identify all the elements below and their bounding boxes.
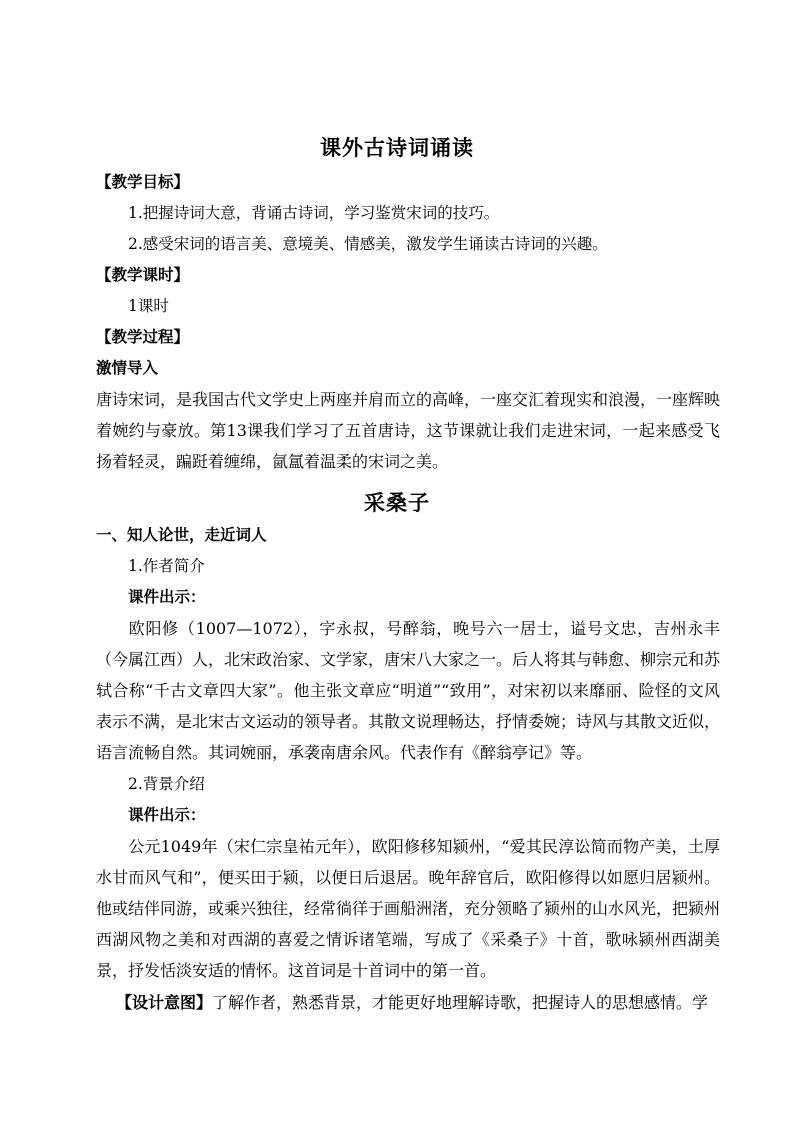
background-paragraph: 公元1049年（宋仁宗皇祐元年），欧阳修移知颍州，“爱其民淳讼简而物产美，土厚水甘而风气和”，便买田于颍，以便日后退居。晚年辞官后，欧阳修得以如愿归居颍州。他或结伴同游，或乘兴独往，经常徜徉于画船洲渚，充分领略了颍州的山水风光，把颍州西湖风物之美和对西湖的喜爱之情诉诸笔端，写成了《采桑子》十首，歌咏颍州西湖美景，抒发恬淡安适的情怀。这首词是十首词中的第一首。 [96, 837, 721, 980]
author-label: 1.作者简介 [128, 557, 205, 575]
goal-item-2: 2.感受宋词的语言美、意境美、情感美，激发学生诵读古诗词的兴趣。 [128, 235, 608, 253]
process-heading: 【教学过程】 [96, 327, 190, 346]
hours-value: 1课时 [128, 297, 169, 315]
author-paragraph: 欧阳修（1007—1072），字永叔，号醉翁，晚号六一居士，谥号文忠，吉州永丰（今属江西）人，北宋政治家、文学家，唐宋八大家之一。后人将其与韩愈、柳宗元和苏轼合称“千古文章四大家”。他主张文章应“明道”“致用”，对宋初以来靡丽、险怪的文风表示不满，是北宋古文运动的领导者。其散文说理畅达，抒情委婉；诗风与其散文近似，语言流畅自然。其词婉丽，承袭南唐余风。代表作有《醉翁亭记》等。 [96, 619, 721, 762]
goal-item-1: 1.把握诗词大意，背诵古诗词，学习鉴赏宋词的技巧。 [128, 204, 500, 222]
author-courseware-label: 课件出示： [128, 587, 206, 606]
hours-heading: 【教学课时】 [96, 265, 190, 284]
background-label: 2.背景介绍 [128, 775, 205, 793]
design-intent-paragraph: 【设计意图】了解作者，熟悉背景，才能更好地理解诗歌，把握诗人的思想感情。学 [116, 993, 709, 1012]
intro-paragraph: 唐诗宋词，是我国古代文学史上两座并肩而立的高峰，一座交汇着现实和浪漫，一座辉映着婉约与豪放。第13课我们学习了五首唐诗，这节课就让我们走进宋词，一起来感受飞扬着轻灵，蹁跹着缠绵，氤氲着温柔的宋词之美。 [96, 390, 721, 471]
design-intent-label: 【设计意图】 [116, 993, 213, 1012]
poem-title: 采桑子 [364, 490, 430, 515]
part1-heading: 一、知人论世，走近词人 [96, 525, 267, 544]
background-courseware-label: 课件出示： [128, 805, 206, 824]
document-title: 课外古诗词诵读 [320, 135, 474, 160]
goals-heading: 【教学目标】 [96, 172, 190, 191]
intro-subheading: 激情导入 [96, 358, 159, 377]
